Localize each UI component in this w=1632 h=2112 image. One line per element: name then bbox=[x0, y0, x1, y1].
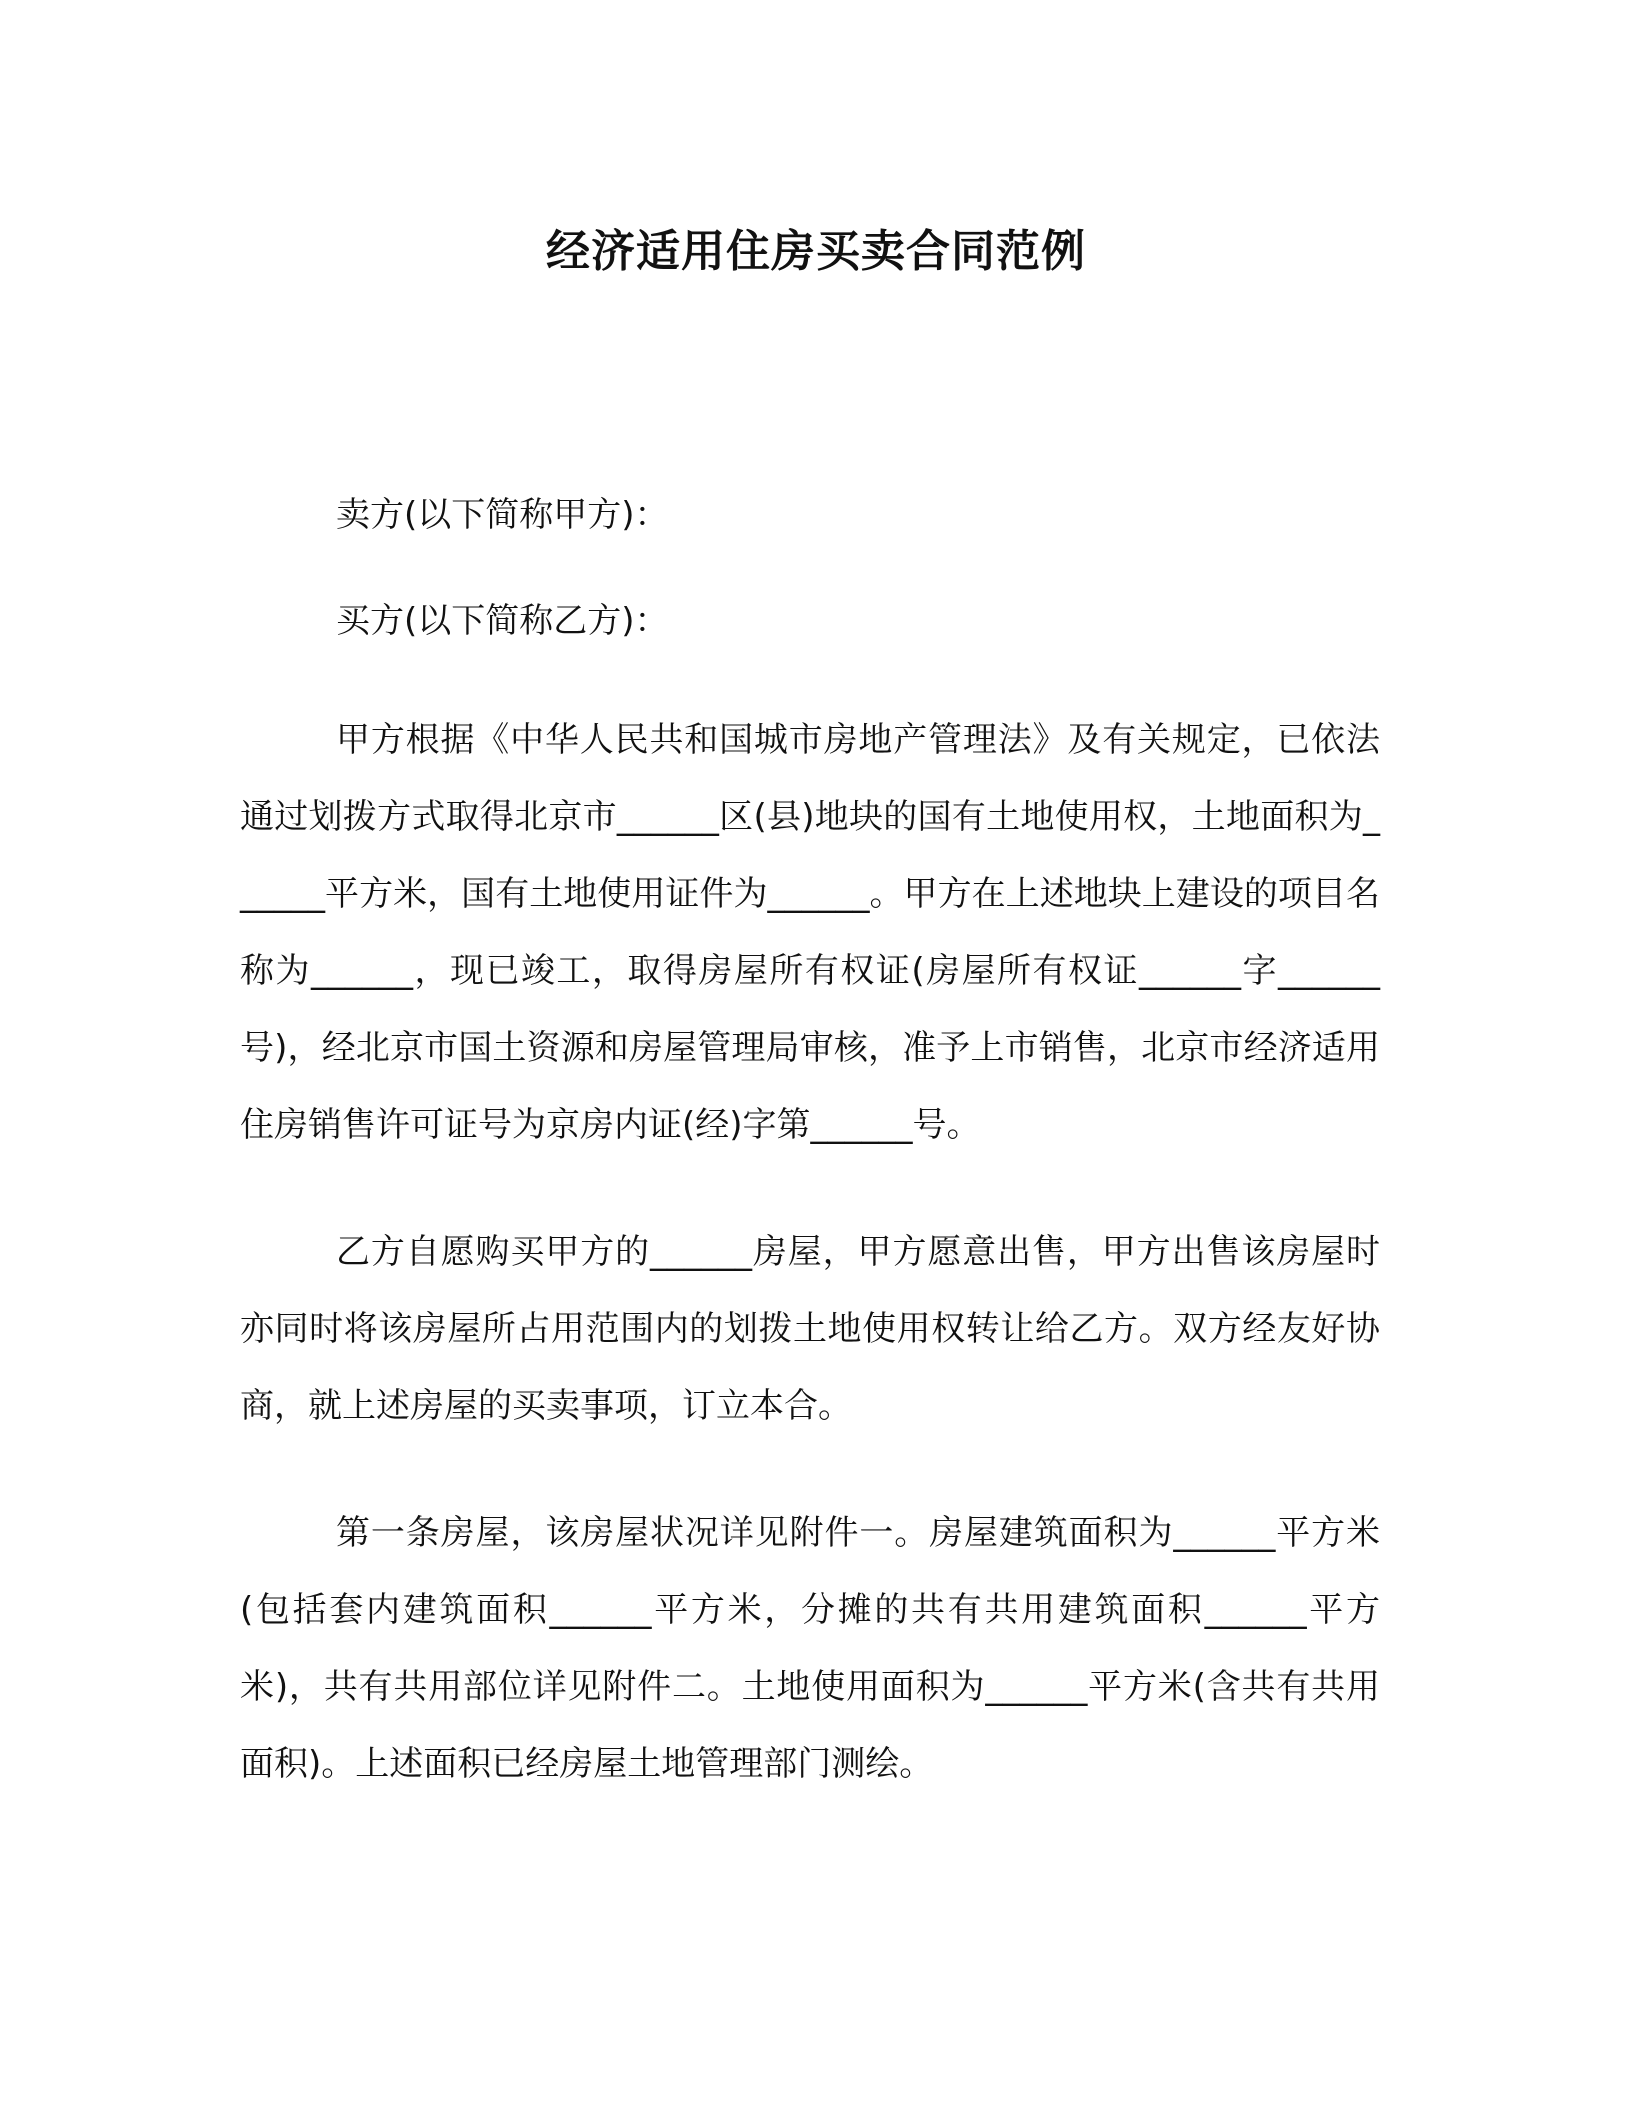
paragraph-land-rights: 甲方根据《中华人民共和国城市房地产管理法》及有关规定，已依法通过划拨方式取得北京市______区(县)地块的国有土地使用权，土地面积为______平方米，国有土地使用证件为______。甲方在上述地块上建设的项目名称为______，现已竣工，取得房屋所有权证(房屋所有权证______字______号)，经北京市国土资源和房屋管理局审核，准予上市销售，北京市经济适用住房销售许可证号为京房内证(经)字第______号。 bbox=[240, 720, 1380, 1145]
seller-line: 卖方(以下简称甲方)： bbox=[336, 495, 669, 535]
paragraph-article-one: 第一条房屋，该房屋状况详见附件一。房屋建筑面积为______平方米(包括套内建筑面积______平方米，分摊的共有共用建筑面积______平方米)，共有共用部位详见附件二。土地使用面积为______平方米(含共有共用面积)。上述面积已经房屋土地管理部门测绘。 bbox=[240, 1513, 1380, 1784]
document-title: 经济适用住房买卖合同范例 bbox=[546, 226, 1086, 277]
buyer-line: 买方(以下简称乙方)： bbox=[336, 601, 669, 641]
document-body bbox=[240, 490, 1380, 1853]
paragraph-purchase-intent: 乙方自愿购买甲方的______房屋，甲方愿意出售，甲方出售该房屋时亦同时将该房屋所占用范围内的划拨土地使用权转让给乙方。双方经友好协商，就上述房屋的买卖事项，订立本合。 bbox=[240, 1232, 1380, 1426]
